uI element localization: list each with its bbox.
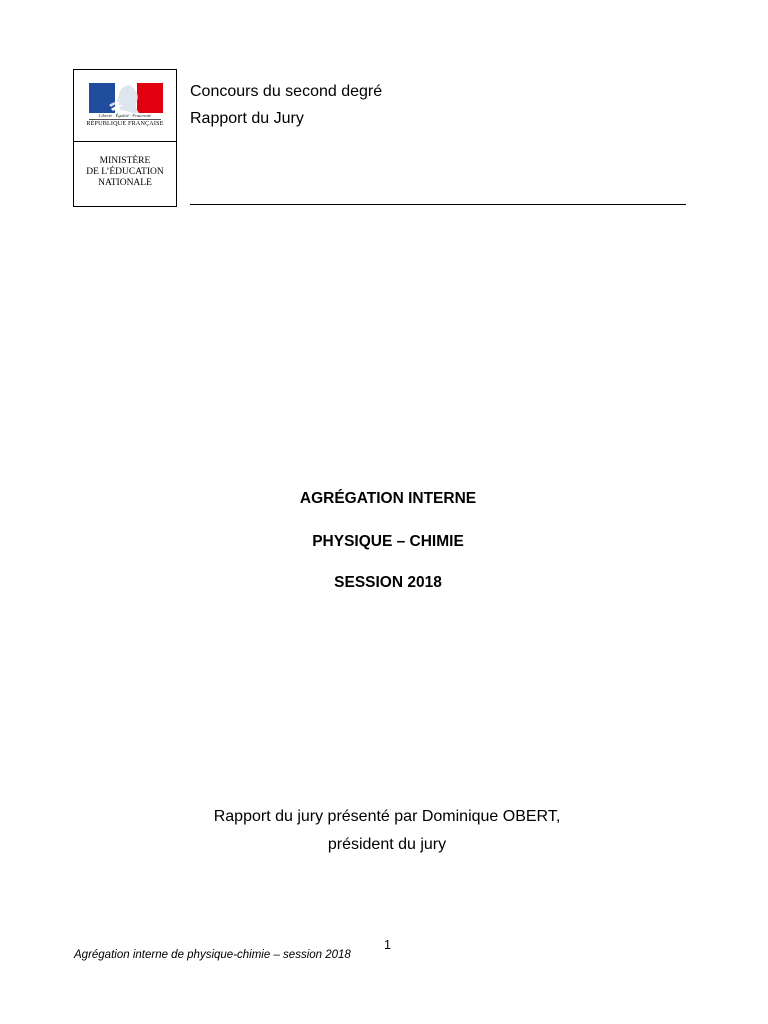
header-rule (190, 204, 686, 205)
presenter-role: président du jury (327, 836, 447, 853)
logo-divider (74, 141, 176, 142)
header-report: Rapport du Jury (190, 110, 304, 127)
ministry-line-2: DE L’ÉDUCATION (86, 166, 164, 177)
presenter-line: Rapport du jury présenté par Dominique OBERT, (213, 808, 561, 825)
title-session: SESSION 2018 (334, 574, 442, 591)
ministry-logo (73, 69, 177, 207)
header-competition: Concours du second degré (190, 83, 383, 100)
devise-rule (89, 119, 161, 120)
page-number: 1 (384, 938, 391, 952)
title-subject: PHYSIQUE – CHIMIE (312, 533, 464, 550)
footer-text: Agrégation interne de physique-chimie – session 2018 (74, 949, 351, 961)
title-exam: AGRÉGATION INTERNE (299, 490, 477, 507)
ministry-name (74, 156, 176, 188)
ministry-line-1: MINISTÈRE (99, 156, 151, 166)
republique-text: RÉPUBLIQUE FRANÇAISE (86, 121, 164, 127)
marianne-flag-icon (89, 83, 163, 113)
ministry-line-3: NATIONALE (98, 177, 152, 188)
devise-text: Liberté · Égalité · Fraternité (98, 113, 152, 118)
